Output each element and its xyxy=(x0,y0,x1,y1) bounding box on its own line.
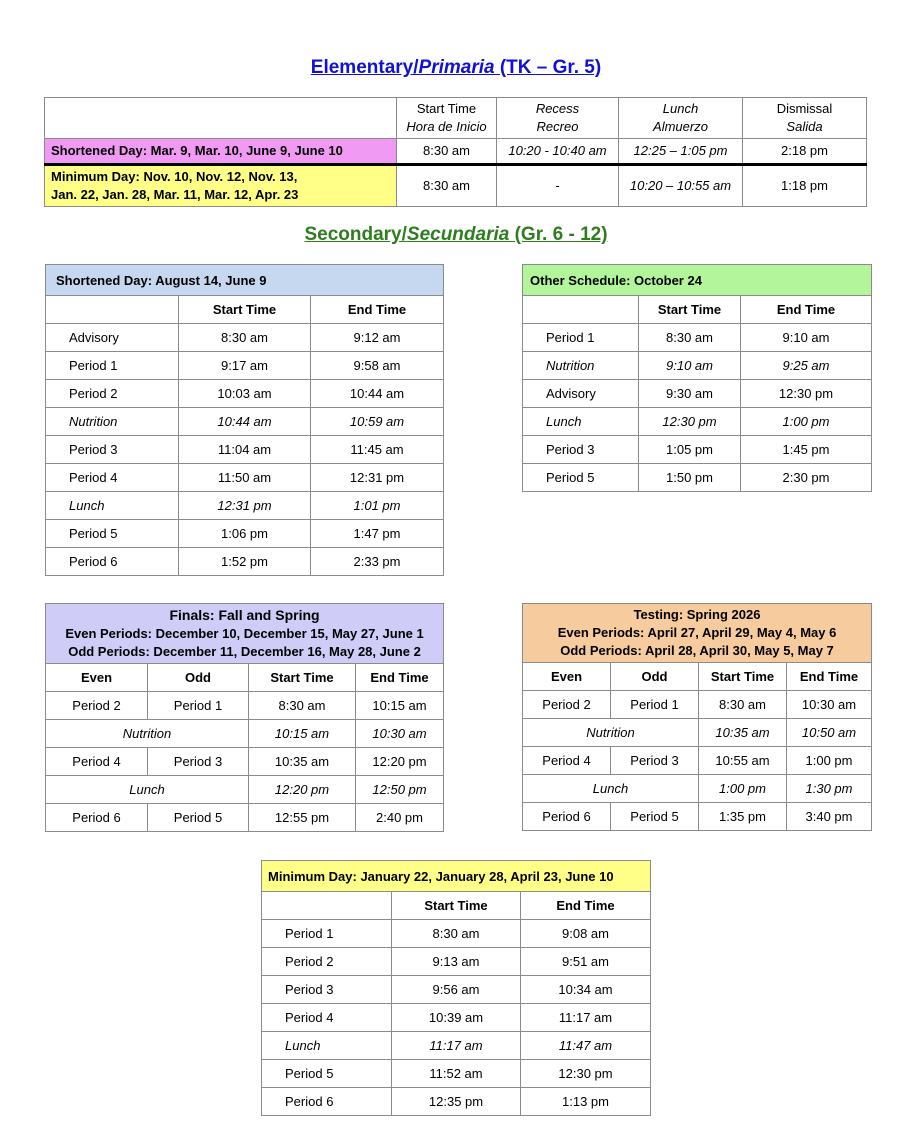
period-name: Lunch xyxy=(523,408,639,436)
start-time: 1:52 pm xyxy=(179,548,311,576)
period-name: Period 1 xyxy=(262,920,392,948)
end-time: 9:10 am xyxy=(741,324,872,352)
period-name: Period 1 xyxy=(46,352,179,380)
period-name: Nutrition xyxy=(523,352,639,380)
col-end-time: End Time xyxy=(787,663,872,691)
start-time: 10:03 am xyxy=(179,380,311,408)
table-row xyxy=(46,548,444,576)
col-start-time: Start Time xyxy=(249,664,356,692)
col-end-time: End Time xyxy=(521,892,651,920)
end-time: 10:50 am xyxy=(787,719,872,747)
table-row xyxy=(523,436,872,464)
finals-table xyxy=(45,603,444,832)
period-name: Period 2 xyxy=(262,948,392,976)
end-time: 10:30 am xyxy=(356,720,444,748)
start-time: 10:39 am xyxy=(392,1004,521,1032)
start-time: 10:44 am xyxy=(179,408,311,436)
dismissal-time: 2:18 pm xyxy=(743,139,867,165)
period-name: Period 3 xyxy=(523,436,639,464)
elementary-schedule-table xyxy=(44,97,867,207)
period-name: Period 5 xyxy=(523,464,639,492)
shortened-rows xyxy=(46,324,444,576)
secondary-title: Secondary/Secundaria (Gr. 6 - 12) xyxy=(304,224,608,245)
col-end-time: End Time xyxy=(311,296,444,324)
end-time: 1:00 pm xyxy=(787,747,872,775)
period-name: Advisory xyxy=(523,380,639,408)
start-time: 11:04 am xyxy=(179,436,311,464)
col-even: Even xyxy=(46,664,148,692)
end-time: 10:30 am xyxy=(787,691,872,719)
table-row xyxy=(262,976,651,1004)
start-time: 9:30 am xyxy=(639,380,741,408)
table-header: Minimum Day: January 22, January 28, April 23, June 10 xyxy=(262,861,651,892)
table-row xyxy=(523,719,872,747)
start-time: 8:30 am xyxy=(639,324,741,352)
start-time: 12:55 pm xyxy=(249,804,356,832)
table-row xyxy=(523,775,872,803)
end-time: 1:47 pm xyxy=(311,520,444,548)
start-time: 9:56 am xyxy=(392,976,521,1004)
table-row xyxy=(523,352,872,380)
end-time: 2:33 pm xyxy=(311,548,444,576)
table-row xyxy=(262,948,651,976)
end-time: 1:45 pm xyxy=(741,436,872,464)
table-row xyxy=(523,324,872,352)
period-name: Nutrition xyxy=(46,408,179,436)
odd-period: Period 5 xyxy=(611,803,699,831)
end-time: 9:12 am xyxy=(311,324,444,352)
header-dismissal: Dismissal Salida xyxy=(743,98,867,139)
start-time: 1:35 pm xyxy=(699,803,787,831)
elementary-title: Elementary/Primaria (TK – Gr. 5) xyxy=(310,57,602,78)
end-time: 12:30 pm xyxy=(521,1060,651,1088)
odd-period: Period 1 xyxy=(148,692,249,720)
period-name: Period 6 xyxy=(262,1088,392,1116)
start-time: 10:35 am xyxy=(699,719,787,747)
odd-period: Period 1 xyxy=(611,691,699,719)
table-row xyxy=(262,1088,651,1116)
table-row xyxy=(46,520,444,548)
table-row xyxy=(46,492,444,520)
end-time: 1:01 pm xyxy=(311,492,444,520)
col-even: Even xyxy=(523,663,611,691)
col-end-time: End Time xyxy=(741,296,872,324)
blank-header-cell xyxy=(523,296,639,324)
table-row xyxy=(46,324,444,352)
row-label: Shortened Day: Mar. 9, Mar. 10, June 9, June 10 xyxy=(45,139,397,165)
end-time: 3:40 pm xyxy=(787,803,872,831)
end-time: 9:51 am xyxy=(521,948,651,976)
period-name: Period 5 xyxy=(262,1060,392,1088)
testing-rows xyxy=(523,691,872,831)
end-time: 9:25 am xyxy=(741,352,872,380)
table-row xyxy=(262,1032,651,1060)
start-time: 11:50 am xyxy=(179,464,311,492)
table-row xyxy=(46,776,444,804)
table-row xyxy=(262,920,651,948)
blank-header-cell xyxy=(46,296,179,324)
start-time: 11:17 am xyxy=(392,1032,521,1060)
start-time: 8:30 am xyxy=(249,692,356,720)
period-name: Period 3 xyxy=(46,436,179,464)
period-name: Period 2 xyxy=(46,380,179,408)
start-time: 10:35 am xyxy=(249,748,356,776)
period-name: Period 5 xyxy=(46,520,179,548)
break-name: Lunch xyxy=(46,776,249,804)
end-time: 12:20 pm xyxy=(356,748,444,776)
table-row xyxy=(46,352,444,380)
table-header: Testing: Spring 2026 Even Periods: April 27, April 29, May 4, May 6 Odd Periods: April 28, April 30, May 5, May 7 xyxy=(523,604,872,663)
table-row xyxy=(523,408,872,436)
start-time: 8:30 am xyxy=(699,691,787,719)
col-odd: Odd xyxy=(611,663,699,691)
start-time: 12:31 pm xyxy=(179,492,311,520)
start-time: 8:30 am xyxy=(179,324,311,352)
table-row xyxy=(46,408,444,436)
start-time: 12:35 pm xyxy=(392,1088,521,1116)
break-name: Nutrition xyxy=(46,720,249,748)
end-time: 12:30 pm xyxy=(741,380,872,408)
table-row xyxy=(46,380,444,408)
even-period: Period 2 xyxy=(46,692,148,720)
testing-table xyxy=(522,603,872,831)
end-time: 10:34 am xyxy=(521,976,651,1004)
period-name: Period 1 xyxy=(523,324,639,352)
other-rows xyxy=(523,324,872,492)
start-time: 1:06 pm xyxy=(179,520,311,548)
period-name: Lunch xyxy=(262,1032,392,1060)
minimum-rows xyxy=(262,920,651,1116)
start-time: 1:00 pm xyxy=(699,775,787,803)
start-time: 8:30 am xyxy=(397,139,497,165)
end-time: 11:17 am xyxy=(521,1004,651,1032)
end-time: 1:00 pm xyxy=(741,408,872,436)
table-row xyxy=(46,720,444,748)
period-name: Period 4 xyxy=(262,1004,392,1032)
table-row xyxy=(523,803,872,831)
end-time: 9:08 am xyxy=(521,920,651,948)
even-period: Period 4 xyxy=(46,748,148,776)
start-time: 12:30 pm xyxy=(639,408,741,436)
col-odd: Odd xyxy=(148,664,249,692)
table-row xyxy=(46,436,444,464)
other-schedule-table xyxy=(522,264,872,492)
end-time: 9:58 am xyxy=(311,352,444,380)
elementary-row-shortened xyxy=(45,139,867,165)
start-time: 8:30 am xyxy=(392,920,521,948)
table-row xyxy=(523,747,872,775)
start-time: 1:05 pm xyxy=(639,436,741,464)
dismissal-time: 1:18 pm xyxy=(743,165,867,207)
table-row xyxy=(523,380,872,408)
start-time: 8:30 am xyxy=(397,165,497,207)
col-start-time: Start Time xyxy=(179,296,311,324)
col-end-time: End Time xyxy=(356,664,444,692)
even-period: Period 6 xyxy=(46,804,148,832)
end-time: 12:31 pm xyxy=(311,464,444,492)
end-time: 1:13 pm xyxy=(521,1088,651,1116)
header-lunch: Lunch Almuerzo xyxy=(619,98,743,139)
end-time: 11:47 am xyxy=(521,1032,651,1060)
header-start-time: Start Time Hora de Inicio xyxy=(397,98,497,139)
odd-period: Period 5 xyxy=(148,804,249,832)
blank-header-cell xyxy=(45,98,397,139)
period-name: Lunch xyxy=(46,492,179,520)
col-start-time: Start Time xyxy=(639,296,741,324)
break-name: Nutrition xyxy=(523,719,699,747)
start-time: 10:55 am xyxy=(699,747,787,775)
table-row xyxy=(523,691,872,719)
table-header: Other Schedule: October 24 xyxy=(523,265,872,296)
period-name: Advisory xyxy=(46,324,179,352)
start-time: 11:52 am xyxy=(392,1060,521,1088)
header-recess: Recess Recreo xyxy=(497,98,619,139)
table-row xyxy=(46,804,444,832)
table-row xyxy=(46,748,444,776)
blank-header-cell xyxy=(262,892,392,920)
table-header: Shortened Day: August 14, June 9 xyxy=(46,265,444,296)
elementary-header-row xyxy=(45,98,867,139)
even-period: Period 2 xyxy=(523,691,611,719)
end-time: 1:30 pm xyxy=(787,775,872,803)
end-time: 12:50 pm xyxy=(356,776,444,804)
even-period: Period 6 xyxy=(523,803,611,831)
end-time: 10:59 am xyxy=(311,408,444,436)
lunch-time: 10:20 – 10:55 am xyxy=(619,165,743,207)
col-start-time: Start Time xyxy=(699,663,787,691)
end-time: 2:40 pm xyxy=(356,804,444,832)
end-time: 2:30 pm xyxy=(741,464,872,492)
period-name: Period 6 xyxy=(46,548,179,576)
break-name: Lunch xyxy=(523,775,699,803)
recess-time: 10:20 - 10:40 am xyxy=(497,139,619,165)
period-name: Period 3 xyxy=(262,976,392,1004)
lunch-time: 12:25 – 1:05 pm xyxy=(619,139,743,165)
table-row xyxy=(523,464,872,492)
end-time: 11:45 am xyxy=(311,436,444,464)
minimum-day-table xyxy=(261,860,651,1116)
col-start-time: Start Time xyxy=(392,892,521,920)
table-row xyxy=(262,1060,651,1088)
end-time: 10:44 am xyxy=(311,380,444,408)
table-row xyxy=(262,1004,651,1032)
start-time: 9:10 am xyxy=(639,352,741,380)
start-time: 10:15 am xyxy=(249,720,356,748)
start-time: 9:17 am xyxy=(179,352,311,380)
recess-time: - xyxy=(497,165,619,207)
elementary-row-minimum xyxy=(45,165,867,207)
period-name: Period 4 xyxy=(46,464,179,492)
start-time: 1:50 pm xyxy=(639,464,741,492)
start-time: 12:20 pm xyxy=(249,776,356,804)
odd-period: Period 3 xyxy=(611,747,699,775)
table-row xyxy=(46,464,444,492)
odd-period: Period 3 xyxy=(148,748,249,776)
table-header: Finals: Fall and Spring Even Periods: December 10, December 15, May 27, June 1 Odd Periods: December 11, December 16, May 28, June 2 xyxy=(46,604,444,664)
row-label: Minimum Day: Nov. 10, Nov. 12, Nov. 13, Jan. 22, Jan. 28, Mar. 11, Mar. 12, Apr. 23 xyxy=(45,165,397,207)
table-row xyxy=(46,692,444,720)
shortened-day-table xyxy=(45,264,444,576)
even-period: Period 4 xyxy=(523,747,611,775)
end-time: 10:15 am xyxy=(356,692,444,720)
start-time: 9:13 am xyxy=(392,948,521,976)
finals-rows xyxy=(46,692,444,832)
